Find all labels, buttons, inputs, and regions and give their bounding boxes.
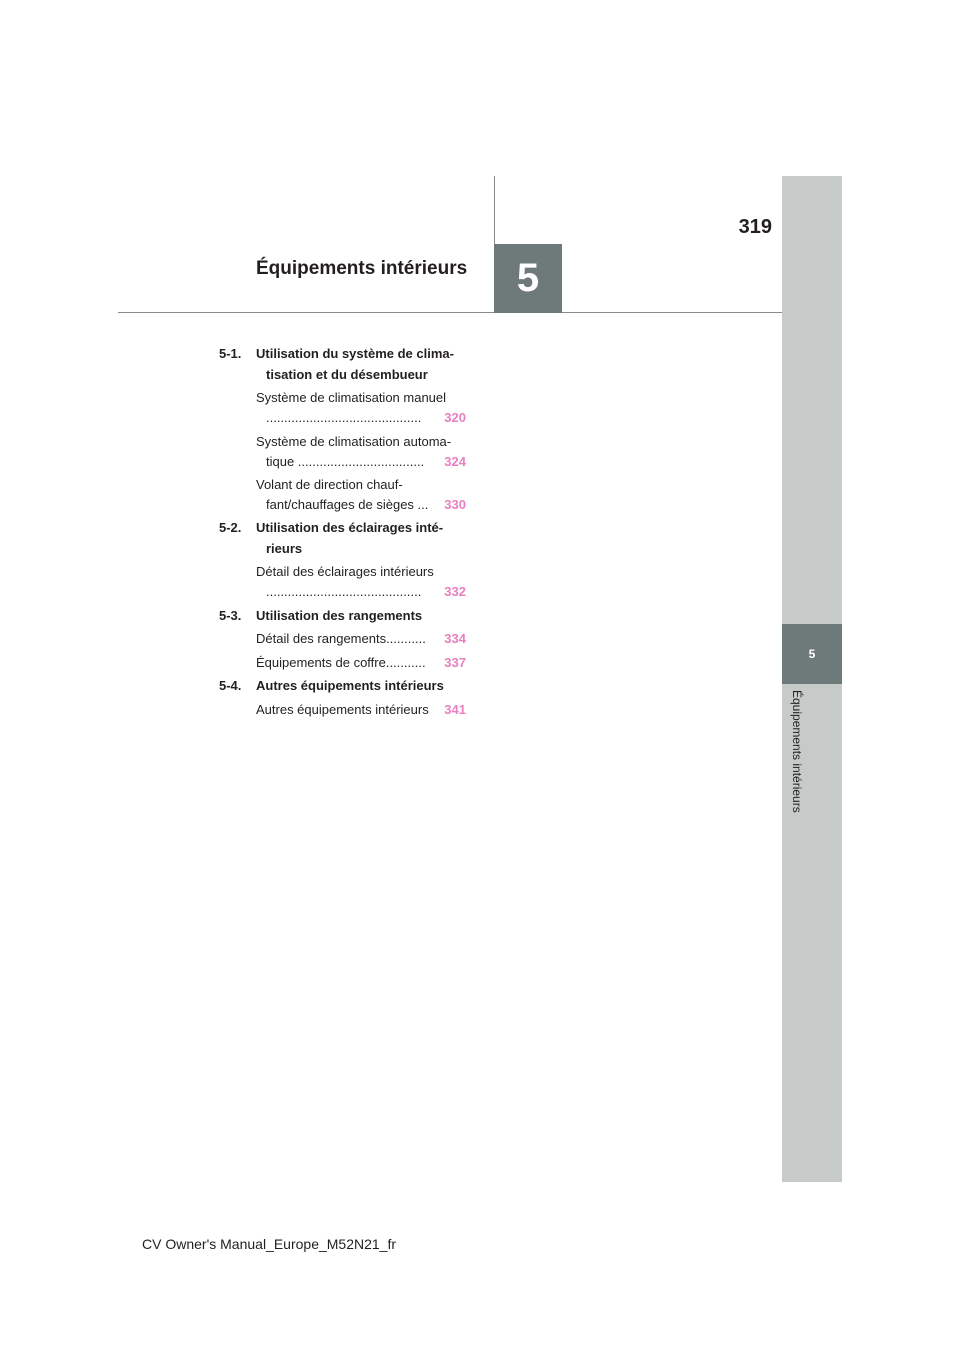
toc-item-leader: ........................................... [266,410,422,425]
toc-section-number: 5-4. [219,678,242,693]
toc-page-link[interactable]: 324 [444,454,466,469]
toc-section-number: 5-2. [219,520,242,535]
toc-item[interactable]: Équipements de coffre........... [256,655,426,670]
toc-page-link[interactable]: 337 [444,655,466,670]
toc-page-link[interactable]: 332 [444,584,466,599]
toc-item[interactable]: Autres équipements intérieurs [256,702,429,717]
toc-page-link[interactable]: 320 [444,410,466,425]
side-tab-number: 5 [782,624,842,684]
footer-manual-id: CV Owner's Manual_Europe_M52N21_fr [142,1236,397,1252]
toc-section-title[interactable]: Utilisation des rangements [256,608,423,623]
chapter-title: Équipements intérieurs [256,258,468,279]
toc-section-title[interactable]: Autres équipements intérieurs [256,678,444,693]
toc-item[interactable]: Volant de direction chauf- [256,477,403,492]
toc-section-number: 5-3. [219,608,242,623]
toc-item[interactable]: Détail des éclairages intérieurs [256,564,434,579]
toc-item[interactable]: Détail des rangements........... [256,631,426,646]
toc-item[interactable]: Système de climatisation automa- [256,434,452,449]
toc-item-leader: fant/chauffages de sièges ... [266,497,429,512]
chapter-number-box: 5 [494,244,562,313]
toc-item[interactable]: Système de climatisation manuel [256,390,447,405]
toc-page-link[interactable]: 330 [444,497,466,512]
toc-section-title[interactable]: rieurs [266,541,303,556]
toc-item-leader: tique ................................... [266,454,425,469]
side-tab-label: Équipements intérieurs [790,690,804,813]
toc-section-number: 5-1. [219,346,242,361]
toc-section-title[interactable]: Utilisation des éclairages inté- [256,520,444,535]
toc-section-title[interactable]: Utilisation du système de clima- [256,346,454,361]
toc-section-title[interactable]: tisation et du désembueur [266,367,428,382]
toc-item-leader: ........................................... [266,584,422,599]
toc-page-link[interactable]: 341 [444,702,466,717]
page-number: 319 [738,216,772,238]
toc-page-link[interactable]: 334 [444,631,466,646]
header-horizontal-rule [118,312,782,313]
